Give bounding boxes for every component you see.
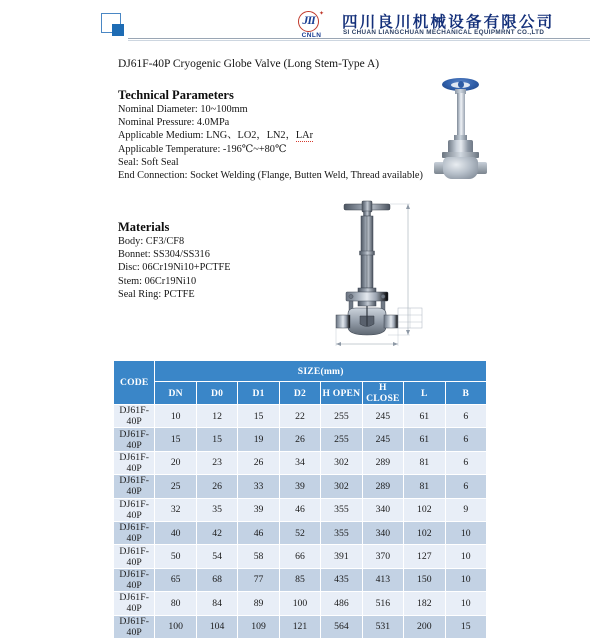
cell-d2: 66 [279,545,320,568]
cell-l: 127 [404,545,445,568]
cell-code: DJ61F-40P [114,615,155,638]
cell-d2: 46 [279,498,320,521]
cell-code: DJ61F-40P [114,405,155,428]
cell-h-close: 340 [362,498,403,521]
cell-code: DJ61F-40P [114,498,155,521]
header-divider-shadow [128,40,590,41]
cell-d0: 104 [196,615,237,638]
spec-item-seal: Seal: Soft Seal [118,156,179,168]
cell-b: 10 [445,568,487,591]
cell-d2: 39 [279,475,320,498]
table-row [114,592,487,615]
column-header-d0: D0 [196,382,237,405]
cell-d1: 58 [238,545,279,568]
cell-b: 6 [445,451,487,474]
table-body [114,405,487,639]
company-emblem [295,11,339,41]
cell-h-close: 516 [362,592,403,615]
cell-d2: 26 [279,428,320,451]
cell-d2: 52 [279,521,320,544]
cell-code: DJ61F-40P [114,592,155,615]
cell-l: 200 [404,615,445,638]
cell-l: 102 [404,521,445,544]
valve-dimension-drawing [322,196,482,356]
column-header-l: L [404,382,445,405]
table-header [114,361,487,405]
cell-l: 150 [404,568,445,591]
cell-d1: 26 [238,451,279,474]
valve-body [443,157,478,179]
cell-h-open: 355 [321,498,362,521]
cell-d2: 22 [279,405,320,428]
cell-h-open: 435 [321,568,362,591]
spec-item-nominal-diameter: Nominal Diameter: 10~100mm [118,104,248,115]
medium-label: Applicable Medium: LNG、LO2，LN2， [118,130,296,142]
cell-d2: 85 [279,568,320,591]
cell-code: DJ61F-40P [114,428,155,451]
cell-dn: 80 [155,592,196,615]
cell-dn: 32 [155,498,196,521]
table-row [114,545,487,568]
cell-h-open: 302 [321,475,362,498]
column-header-h-close: H CLOSE [362,382,403,405]
cell-h-close: 245 [362,428,403,451]
table-row [114,568,487,591]
cell-h-close: 289 [362,475,403,498]
cell-code: DJ61F-40P [114,451,155,474]
square-logo-fill-icon [112,24,124,36]
cell-dn: 50 [155,545,196,568]
cell-dn: 10 [155,405,196,428]
valve-stem [457,93,465,138]
cell-b: 15 [445,615,487,638]
cell-d0: 42 [196,521,237,544]
cell-d1: 46 [238,521,279,544]
document-title: DJ61F-40P Cryogenic Globe Valve (Long Stem-Type A) [118,58,380,70]
cell-d0: 23 [196,451,237,474]
cell-h-close: 531 [362,615,403,638]
materials-heading: Materials [118,220,170,234]
page-header [0,0,600,48]
emblem-star-icon: ✦ [319,11,325,17]
emblem-code: CNLN [301,32,322,39]
cell-b: 6 [445,428,487,451]
cell-l: 102 [404,498,445,521]
company-name-english: SI CHUAN LIANGCHUAN MECHANICAL EQUIPMRNT CO.,LTD [343,29,545,36]
table-header-row-bottom [114,382,487,405]
table-row [114,428,487,451]
cell-l: 182 [404,592,445,615]
spec-item-applicable-medium [118,129,423,142]
cell-b: 6 [445,475,487,498]
table-header-row-top [114,361,487,382]
cell-d1: 19 [238,428,279,451]
cell-b: 10 [445,545,487,568]
column-header-d2: D2 [279,382,320,405]
company-name-chinese: 四川良川机械设备有限公司 [342,13,555,31]
cell-code: DJ61F-40P [114,521,155,544]
cell-h-open: 255 [321,428,362,451]
table-row [114,521,487,544]
cell-code: DJ61F-40P [114,568,155,591]
spec-item-nominal-pressure: Nominal Pressure: 4.0MPa [118,117,230,129]
cell-d0: 26 [196,475,237,498]
cell-d0: 15 [196,428,237,451]
cell-d1: 15 [238,405,279,428]
cell-h-open: 486 [321,592,362,615]
cell-d0: 54 [196,545,237,568]
cell-dn: 25 [155,475,196,498]
material-item-disc: Disc: 06Cr19Ni10+PCTFE [118,262,231,274]
cell-d1: 109 [238,615,279,638]
cell-b: 10 [445,521,487,544]
valve-product-photo [424,78,496,188]
cell-h-open: 391 [321,545,362,568]
column-header-size-group: SIZE(mm) [155,361,487,382]
material-item-seal-ring: Seal Ring: PCTFE [118,288,195,300]
table-row [114,615,487,638]
table-row [114,475,487,498]
spec-item-applicable-temperature: Applicable Temperature: -196℃~+80℃ [118,143,287,155]
cell-d2: 121 [279,615,320,638]
column-header-d1: D1 [238,382,279,405]
cell-dn: 15 [155,428,196,451]
cell-d0: 68 [196,568,237,591]
spec-item-end-connection: End Connection: Socket Welding (Flange, Butten Weld, Thread available) [118,170,423,182]
emblem-circle-icon [298,11,319,32]
cell-b: 9 [445,498,487,521]
cell-dn: 20 [155,451,196,474]
technical-parameters-list [118,103,423,182]
cell-h-open: 302 [321,451,362,474]
table-row [114,498,487,521]
cell-h-close: 340 [362,521,403,544]
material-item-stem: Stem: 06Cr19Ni10 [118,275,197,287]
cell-l: 81 [404,475,445,498]
cell-d1: 33 [238,475,279,498]
column-header-h-open: H OPEN [321,382,362,405]
column-header-dn: DN [155,382,196,405]
cell-h-close: 289 [362,451,403,474]
cell-code: DJ61F-40P [114,475,155,498]
cell-b: 10 [445,592,487,615]
cell-d1: 77 [238,568,279,591]
cell-d1: 39 [238,498,279,521]
medium-flagged-term: LAr [295,130,314,142]
cell-h-open: 355 [321,521,362,544]
column-header-b: B [445,382,487,405]
specification-table [113,360,487,639]
cell-dn: 40 [155,521,196,544]
cell-code: DJ61F-40P [114,545,155,568]
cell-dn: 100 [155,615,196,638]
materials-list [118,235,231,301]
table-row [114,451,487,474]
cell-l: 81 [404,451,445,474]
material-item-body: Body: CF3/CF8 [118,236,185,247]
cell-h-close: 370 [362,545,403,568]
cell-l: 61 [404,405,445,428]
cell-d0: 35 [196,498,237,521]
cell-d0: 12 [196,405,237,428]
cad-drawing-svg [322,196,482,356]
column-header-code: CODE [114,361,155,405]
cell-d2: 100 [279,592,320,615]
cell-d1: 89 [238,592,279,615]
material-item-bonnet: Bonnet: SS304/SS316 [118,249,210,261]
cell-h-close: 413 [362,568,403,591]
cell-d2: 34 [279,451,320,474]
cell-l: 61 [404,428,445,451]
technical-parameters-heading: Technical Parameters [118,88,234,102]
emblem-letters: JII [302,13,315,27]
cell-h-open: 255 [321,405,362,428]
cell-d0: 84 [196,592,237,615]
cell-h-open: 564 [321,615,362,638]
cell-h-close: 245 [362,405,403,428]
cell-b: 6 [445,405,487,428]
handwheel-hub [458,81,464,88]
cell-dn: 65 [155,568,196,591]
table-row [114,405,487,428]
